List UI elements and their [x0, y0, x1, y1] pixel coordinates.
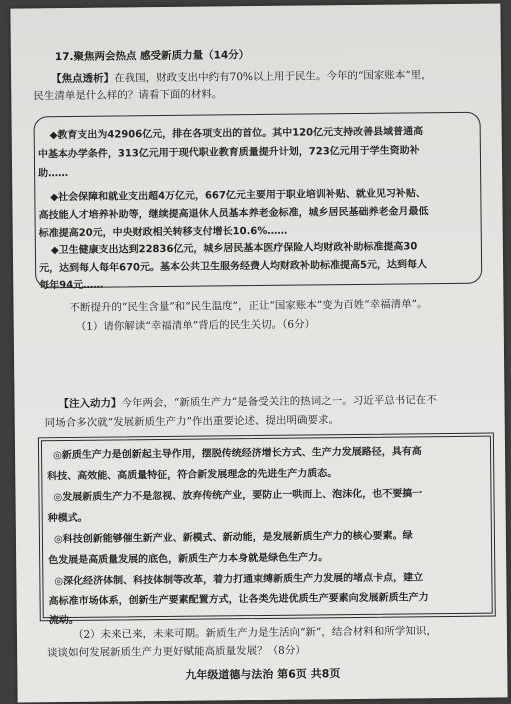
section1-intro-line1: 【焦点透析】在我国，财政支出中约有70%以上用于民生。今年的“国家账本”里， — [51, 69, 432, 86]
section2-intro-line1: 【注入动力】今年两会，“新质生产力”是备受关注的热词之一。习近平总书记在不 — [58, 394, 437, 411]
box1-line: ◆卫生健康支出达到22836亿元，城乡居民基本医疗保险人均财政补助标准提高30 — [50, 241, 418, 257]
box1-line: 标准提高20元，中央财政相关转移支付增长10.6%…… — [38, 225, 288, 240]
box1-line: 元，达到每人每年670元。基本公共卫生服务经费人均财政补助标准提高5元，达到每人 — [39, 259, 427, 275]
box2-line: ◎科技创新能够催生新产业、新模式、新动能，是发展新质生产力的核心要素。绿 — [53, 530, 413, 546]
question-title: 17.聚焦两会热点 感受新质力量（14分） — [54, 49, 250, 64]
box2-line: 高标准市场体系，创新生产要素配置方式，让各类先进优质生产要素向发展新质生产力 — [48, 592, 429, 608]
box2-line: ◎发展新质生产力不是忽视、放弃传统产业，要防止一哄而上、泡沫化，也不要搞一 — [53, 488, 423, 504]
box1-line: ◆社会保障和就业支出超4万亿元，667亿元主要用于职业培训补贴、就业见习补贴、 — [50, 188, 426, 204]
section1-outro: 不断提升的“民生含量”和“民生温度”，正让“国家账本”变为百姓“幸福清单”。 — [69, 298, 428, 314]
box2-line: 科技、高效能、高质量特征，符合新发展理念的先进生产力质态。 — [47, 468, 338, 483]
page-footer: 九年级道德与法治 第6页 共8页 — [185, 667, 341, 682]
exam-page — [10, 3, 507, 702]
box1-line: 中基本办学条件，313亿元用于现代职业教育质量提升计划，723亿元用于学生资助补 — [37, 145, 420, 161]
section1-tag: 【焦点透析】 — [51, 72, 115, 86]
question-2-line2: 谈谈如何发展新质生产力更好赋能高质量发展？（8分） — [47, 644, 306, 660]
box2-line: 种模式。 — [47, 512, 88, 525]
box2-line: 流动。 — [48, 614, 79, 627]
box1-line: 助…… — [38, 167, 69, 180]
box1-line: ◆教育支出为42906亿元，排在各项支出的首位。其中120亿元支持改善县域普通高 — [49, 126, 424, 142]
section2-tag: 【注入动力】 — [58, 397, 122, 411]
bleed-through-text — [261, 58, 264, 68]
question-2-line1: （2）未来已来，未来可期。新质生产力是生活向“新”，结合材料和所学知识， — [72, 625, 437, 641]
section2-intro-line2: 同场合多次就“发展新质生产力”作出重要论述、提出明确要求。 — [44, 414, 340, 430]
question-1: （1）请你解读“幸福清单”背后的民生关切。（6分） — [75, 318, 316, 333]
box2-line: 色发展是高质量发展的底色，新质生产力本身就是绿色生产力。 — [48, 552, 329, 567]
box2-line: ◎深化经济体制、科技体制等改革，着力打通束缚新质生产力发展的堵点卡点，建立 — [54, 572, 424, 588]
box1-line: 高技能人才培养补助等，继续提高退休人员基本养老金标准，城乡居民基础养老金月最低 — [38, 206, 429, 222]
section1-intro-line2: 民生清单是什么样的？请看下面的材料。 — [33, 88, 223, 103]
box2-line: ◎新质生产力是创新起主导作用，摆脱传统经济增长方式、生产力发展路径，具有高 — [53, 446, 422, 462]
box1-line: 每年94元…… — [39, 279, 104, 292]
